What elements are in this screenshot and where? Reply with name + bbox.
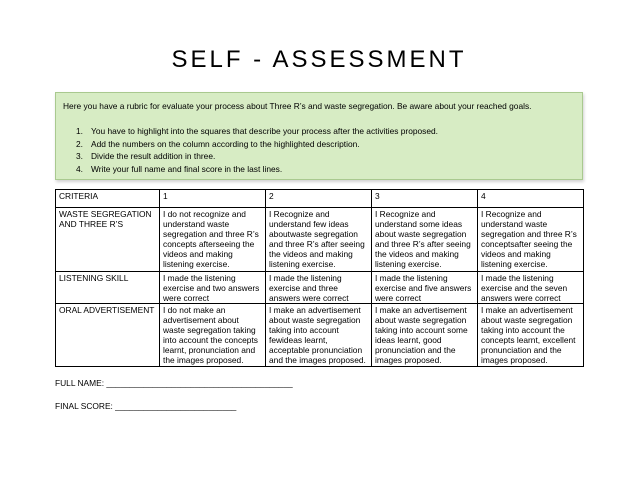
- header-level-2: 2: [266, 190, 372, 208]
- instructions-list: [76, 125, 438, 175]
- table-row: [56, 272, 584, 304]
- full-name-line[interactable]: FULL NAME: ________________________________________: [55, 378, 293, 388]
- instruction-text: Divide the result addition in three.: [91, 151, 216, 161]
- descriptor-cell[interactable]: I made the listening exercise and five answers were correct: [372, 272, 478, 304]
- final-score-line[interactable]: FINAL SCORE: __________________________: [55, 401, 237, 411]
- rubric-table: [55, 189, 584, 367]
- descriptor-cell[interactable]: I made the listening exercise and the seven answers were correct: [478, 272, 584, 304]
- criteria-cell: WASTE SEGREGATION AND THREE R’S: [56, 208, 160, 272]
- descriptor-cell[interactable]: I make an advertisement about waste segregation taking into account the concepts learnt, excellent pronunciation and the images proposed.: [478, 304, 584, 367]
- descriptor-cell[interactable]: I made the listening exercise and three answers were correct: [266, 272, 372, 304]
- descriptor-cell[interactable]: I Recognize and understand few ideas aboutwaste segregation and three R’s after seeing the videos and making listening exercise.: [266, 208, 372, 272]
- instruction-text: Add the numbers on the column according to the highlighted description.: [91, 138, 360, 149]
- criteria-cell: ORAL ADVERTISEMENT: [56, 304, 160, 367]
- descriptor-cell[interactable]: I make an advertisement about waste segregation taking into account some ideas learnt, good pronunciation and the images proposed.: [372, 304, 478, 367]
- descriptor-cell[interactable]: I Recognize and understand some ideas about waste segregation and three R’s after seeing the videos and making listening exercise.: [372, 208, 478, 272]
- instruction-number: 3.: [76, 151, 83, 161]
- instruction-item: [76, 138, 438, 151]
- instruction-number: 2.: [76, 138, 83, 149]
- header-level-1: 1: [160, 190, 266, 208]
- instruction-item: [76, 163, 438, 176]
- instruction-number: 1.: [76, 126, 83, 136]
- criteria-cell: LISTENING SKILL: [56, 272, 160, 304]
- descriptor-cell[interactable]: I Recognize and understand waste segregation and three R’s conceptsafter seeing the videos and making listening exercise.: [478, 208, 584, 272]
- instruction-item: [76, 150, 438, 163]
- table-row: [56, 304, 584, 367]
- table-header-row: [56, 190, 584, 208]
- descriptor-cell[interactable]: I make an advertisement about waste segregation taking into account fewideas learnt, acceptable pronunciation and the images proposed.: [266, 304, 372, 367]
- page-title: SELF - ASSESSMENT: [171, 46, 467, 73]
- instructions-box: [55, 92, 583, 180]
- table-row: [56, 208, 584, 272]
- header-criteria: CRITERIA: [56, 190, 160, 208]
- instruction-text: You have to highlight into the squares that describe your process after the activities proposed.: [91, 126, 438, 136]
- descriptor-cell[interactable]: I made the listening exercise and two answers were correct: [160, 272, 266, 304]
- instruction-item: [76, 125, 438, 138]
- descriptor-cell[interactable]: I do not recognize and understand waste segregation and three R’s concepts afterseeing the videos and making listening exercise.: [160, 208, 266, 272]
- header-level-3: 3: [372, 190, 478, 208]
- header-level-4: 4: [478, 190, 584, 208]
- instruction-text: Write your full name and final score in the last lines.: [91, 163, 283, 174]
- descriptor-cell[interactable]: I do not make an advertisement about waste segregation taking into account the concepts learnt, pronunciation and the images proposed.: [160, 304, 266, 367]
- instruction-number: 4.: [76, 163, 83, 174]
- instructions-intro: Here you have a rubric for evaluate your process about Three R’s and waste segregation. Be aware about your reached goals.: [63, 101, 532, 111]
